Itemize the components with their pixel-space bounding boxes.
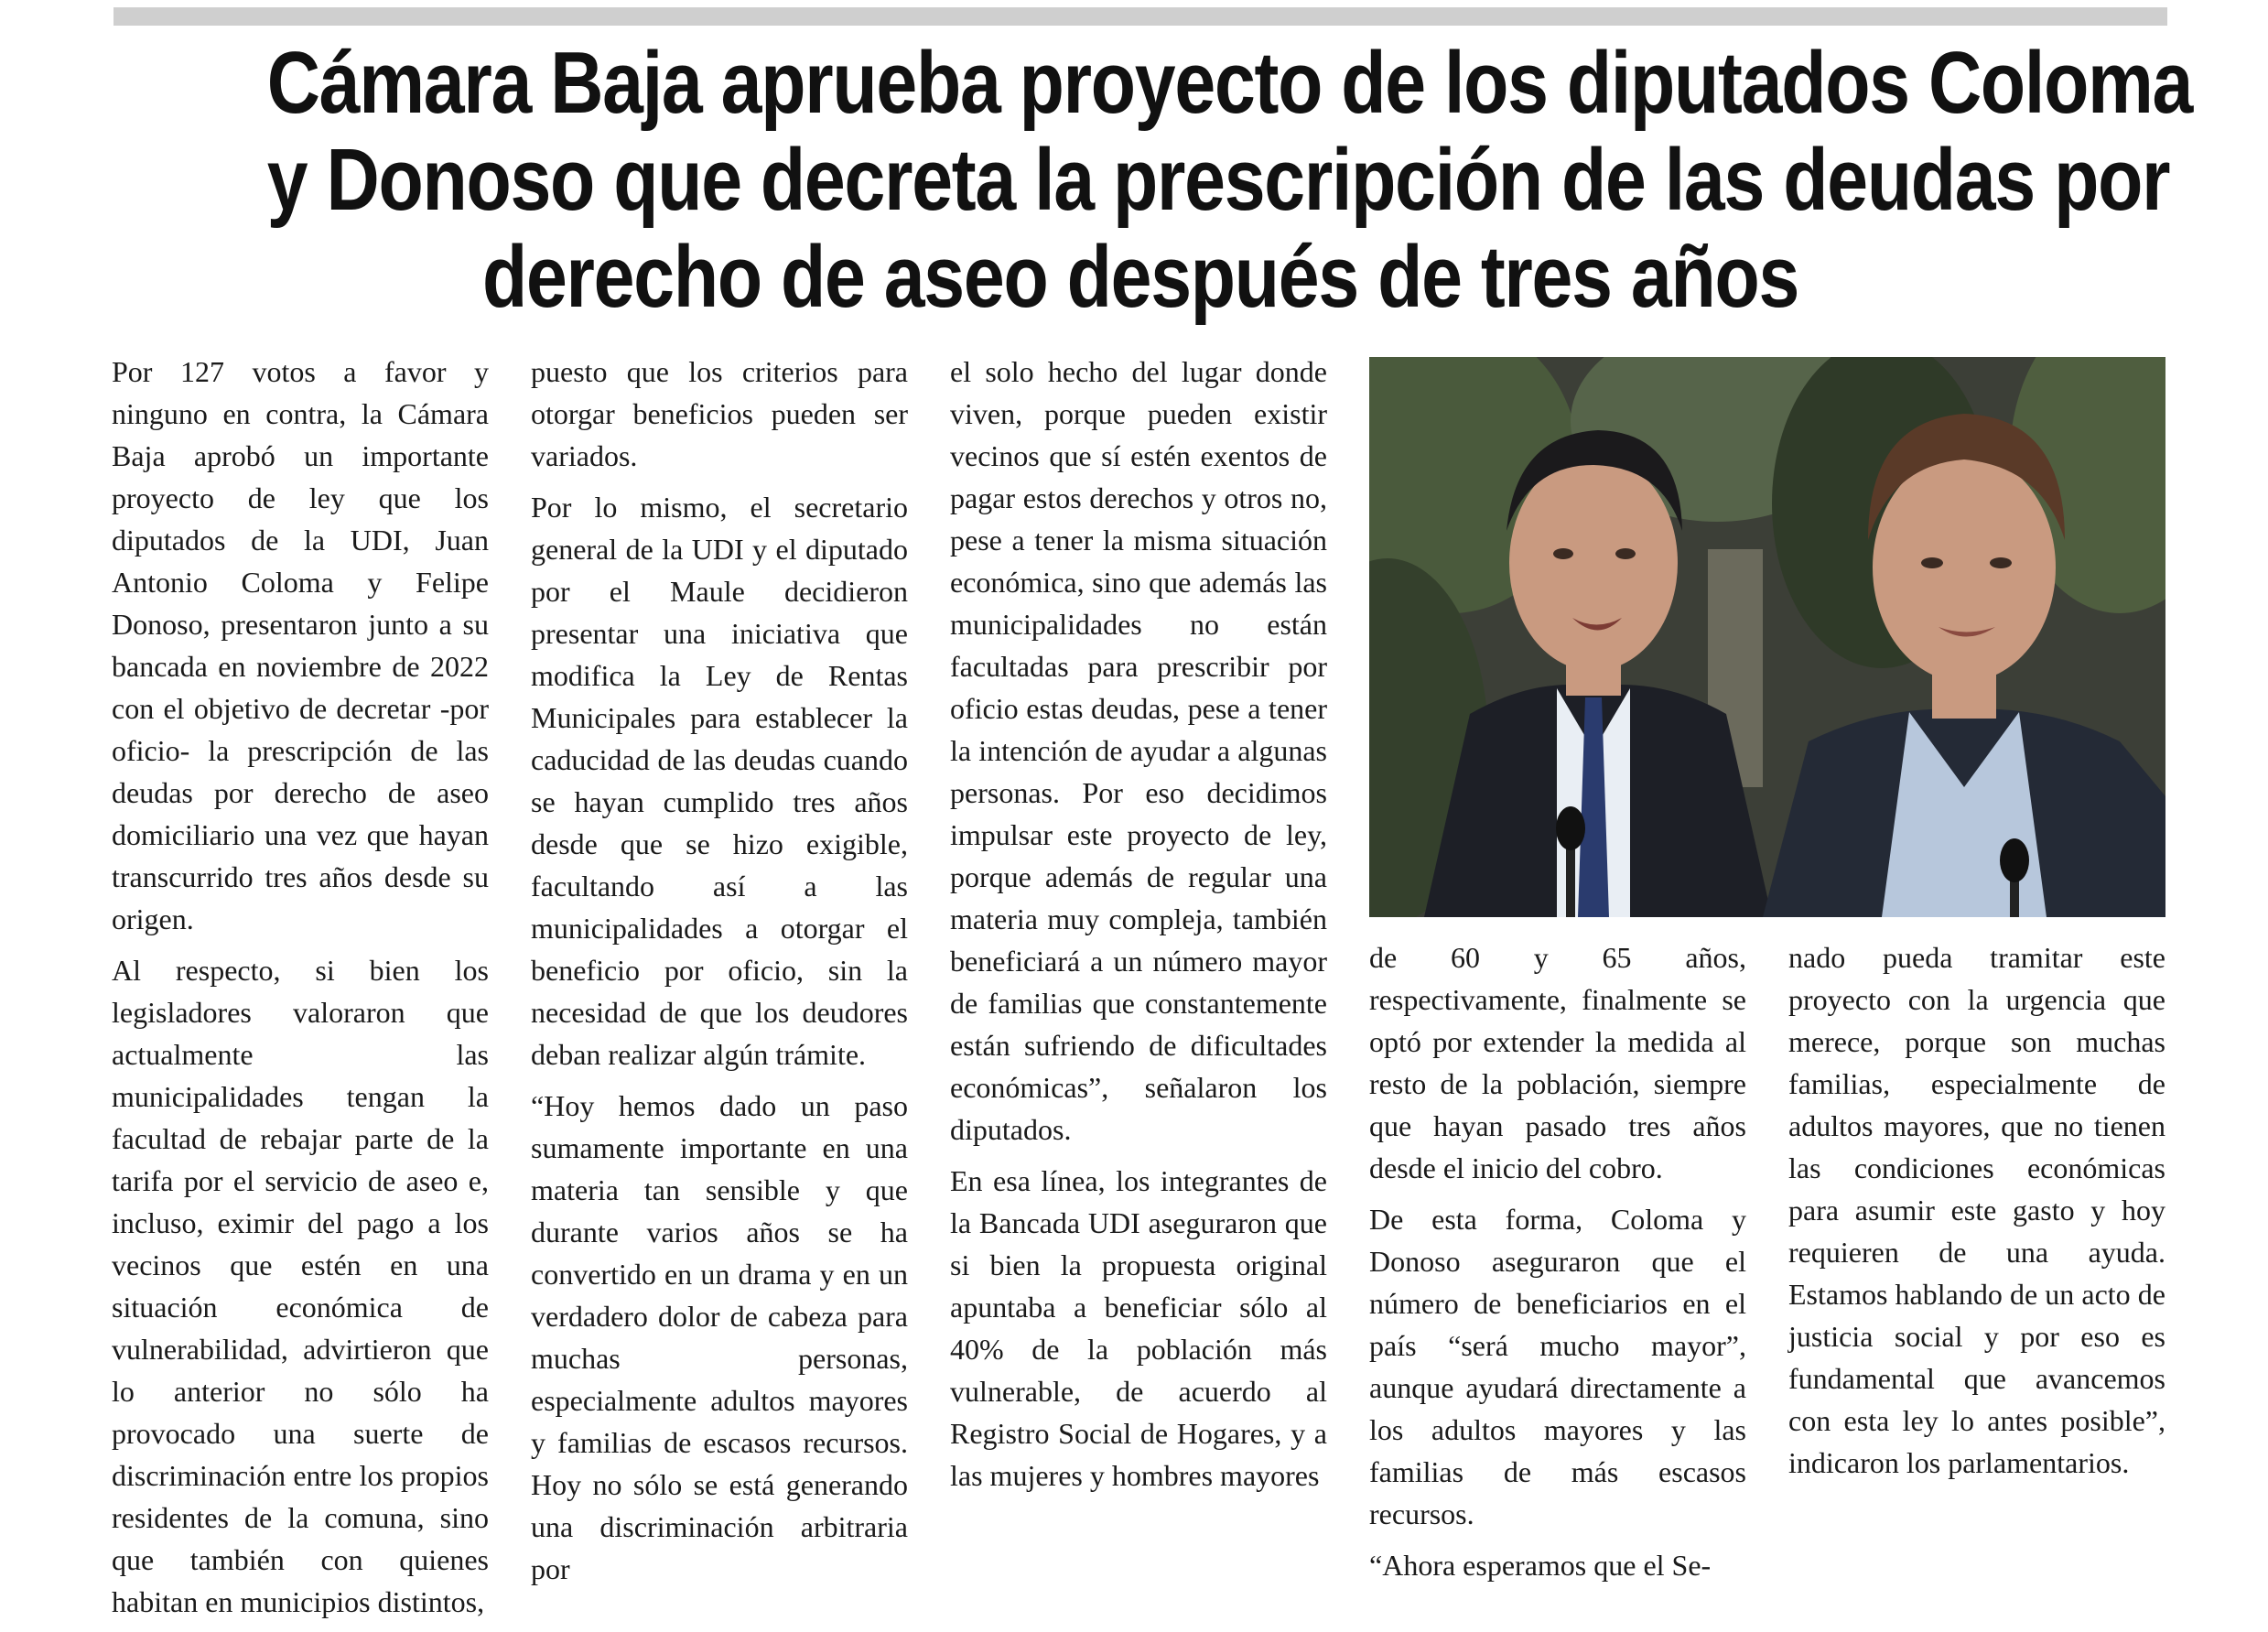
article-column-2 [531,351,908,1599]
article-column-4 [1369,936,1746,1595]
paragraph: “Ahora esperamos que el Se- [1369,1549,1712,1582]
headline-line-2: y Donoso que decreta la prescripción de las deudas por [266,131,2170,229]
paragraph: de 60 y 65 años, respectivamente, finalmente se optó por extender la medida al resto de la población, siempre que hayan pasado tres años desde el inicio del cobro. [1369,941,1746,1184]
paragraph: puesto que los criterios para otorgar beneficios pueden ser variados. [531,355,908,472]
article-column-5 [1788,936,2165,1493]
paragraph: Por lo mismo, el secretario general de la UDI y el diputado por el Maule decidieron presentar una iniciativa que modifica la Ley de Rentas Municipales para establecer la caducidad de las deudas cuando se hayan cumplido tres años desde que se hizo exigible, facultando así a las municipalidades a otorgar el beneficio por oficio, sin la necesidad de que los deudores deban realizar algún trámite. [531,491,908,1071]
paragraph: Al respecto, si bien los legisladores valoraron que actualmente las municipalidades tengan la facultad de rebajar parte de la tarifa por el servicio de aseo e, incluso, eximir del pago a los vecinos que estén en una situación económica de vulnerabilidad, advirtieron que lo anterior no sólo ha provocado una suerte de discriminación entre los propios residentes de la comuna, sino que también con quienes habitan en municipios distintos, [112,954,489,1618]
paragraph: Por 127 votos a favor y ninguno en contra, la Cámara Baja aprobó un importante proyecto de ley que los diputados de la UDI, Juan Antonio Coloma y Felipe Donoso, presentaron junto a su bancada en noviembre de 2022 con el objetivo de decretar -por oficio- la prescripción de las deudas por derecho de aseo domiciliario una vez que hayan transcurrido tres años desde su origen. [112,355,489,935]
paragraph: “Hoy hemos dado un paso sumamente importante en una materia tan sensible y que durante varios años se ha convertido en un drama y en un verdadero dolor de cabeza para muchas personas, especialmente adultos mayores y familias de escasos recursos. Hoy no sólo se está generando una discriminación arbitraria por [531,1089,908,1585]
top-rule [113,7,2167,26]
headline-line-1: Cámara Baja aprueba proyecto de los diputados Coloma [266,34,2193,132]
photo-two-legislators-icon [1369,357,2165,917]
headline-line-3: derecho de aseo después de tres años [481,228,1799,326]
article-column-3 [950,351,1327,1506]
paragraph: En esa línea, los integrantes de la Bancada UDI aseguraron que si bien la propuesta original apuntaba a beneficiar sólo al 40% de la población más vulnerable, de acuerdo al Registro Social de Hogares, y a las mujeres y hombres mayores [950,1164,1327,1492]
paragraph: De esta forma, Coloma y Donoso aseguraron que el número de beneficiarios en el país “será mucho mayor”, aunque ayudará directamente a los adultos mayores y las familias de más escasos recursos. [1369,1203,1746,1530]
paragraph: el solo hecho del lugar donde viven, porque pueden existir vecinos que sí estén exentos de pagar estos derechos y otros no, pese a tener la misma situación económica, sino que además las municipalidades no están facultadas para prescribir por oficio estas deudas, pese a tener la intención de ayudar a algunas personas. Por eso decidimos impulsar este proyecto de ley, porque además de regular una materia muy compleja, también beneficiará a un número mayor de familias que constantemente están sufriendo de dificultades económicas”, señalaron los diputados. [950,355,1327,1146]
paragraph: nado pueda tramitar este proyecto con la urgencia que merece, porque son muchas familias, especialmente de adultos mayores, que no tienen las condiciones económicas para asumir este gasto y hoy requieren de una ayuda. Estamos hablando de un acto de justicia social y por eso es fundamental que avancemos con esta ley lo antes posible”, indicaron los parlamentarios. [1788,941,2165,1479]
headline [266,34,2193,326]
article-column-1 [112,351,489,1632]
